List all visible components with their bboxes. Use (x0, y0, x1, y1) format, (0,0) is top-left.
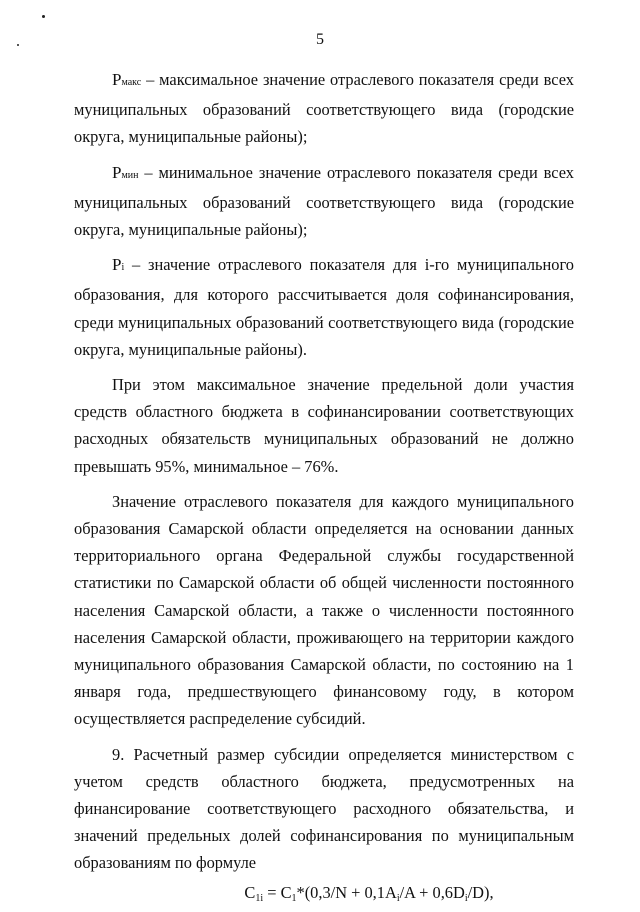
symbol-subscript: мин (121, 169, 139, 181)
page-number: 5 (316, 31, 324, 48)
symbol: P (112, 70, 122, 89)
subsidy-formula (74, 879, 574, 912)
symbol-subscript: i (121, 262, 125, 274)
definition-p-max (74, 66, 574, 151)
paragraph-indicator-source: Значение отраслевого показателя для каждого муниципального образования Самарской области определяется на основании данных территориального органа Федеральной службы государственной статистики по Самарской области об общей численности постоянного населения Самарской области, а также о численности постоянного населения Самарской области, проживающего на территории каждого муниципального образования Самарской области, по состоянию на 1 января года, предшествующего финансовому году, в котором осуществляется распределение субсидий. (74, 491, 574, 729)
formula-part: /D), (467, 882, 494, 902)
definition-text: – максимальное значение отраслевого показателя среди всех муниципальных образований соответствующего вида (городские округа, муниципальные районы); (74, 70, 574, 147)
definition-p-i (74, 251, 574, 363)
symbol-subscript: макс (121, 77, 142, 88)
symbol: P (112, 162, 122, 182)
paragraph-limits: При этом максимальное значение предельной доли участия средств областного бюджета в софинансировании соответствующих расходных обязательств муниципальных образований не должно превышать 95%, минимальное – 76%. (74, 375, 574, 476)
formula-part: C (244, 882, 256, 902)
paragraph-9: 9. Расчетный размер субсидии определяется министерством с учетом средств областного бюджета, предусмотренных на финансирование соответствующего расходного обязательства, и значений предельных долей софинансирования по муниципальным образованиям по формуле (74, 744, 574, 873)
definition-text: – значение отраслевого показателя для i-го муниципального образования, для которого рассчитывается доля софинансирования, среди муниципальных образований соответствующего вида (городские округа, муниципальные районы). (74, 255, 574, 359)
formula-part: *(0,3/N + 0,1A (296, 882, 397, 902)
formula-part: = C (263, 882, 292, 902)
document-body (74, 66, 574, 912)
formula-subscript: i (464, 892, 468, 904)
scan-speck (42, 15, 45, 18)
formula-subscript: 1 (291, 892, 297, 904)
formula-subscript: i (396, 892, 400, 904)
symbol: P (112, 255, 122, 275)
formula-subscript: 1i (255, 892, 264, 904)
definition-text: – минимальное значение отраслевого показателя среди всех муниципальных образований соответствующего вида (городские округа, муниципальные районы); (74, 162, 574, 240)
formula-part: /A + 0,6D (399, 882, 465, 902)
definition-p-min (74, 159, 574, 244)
